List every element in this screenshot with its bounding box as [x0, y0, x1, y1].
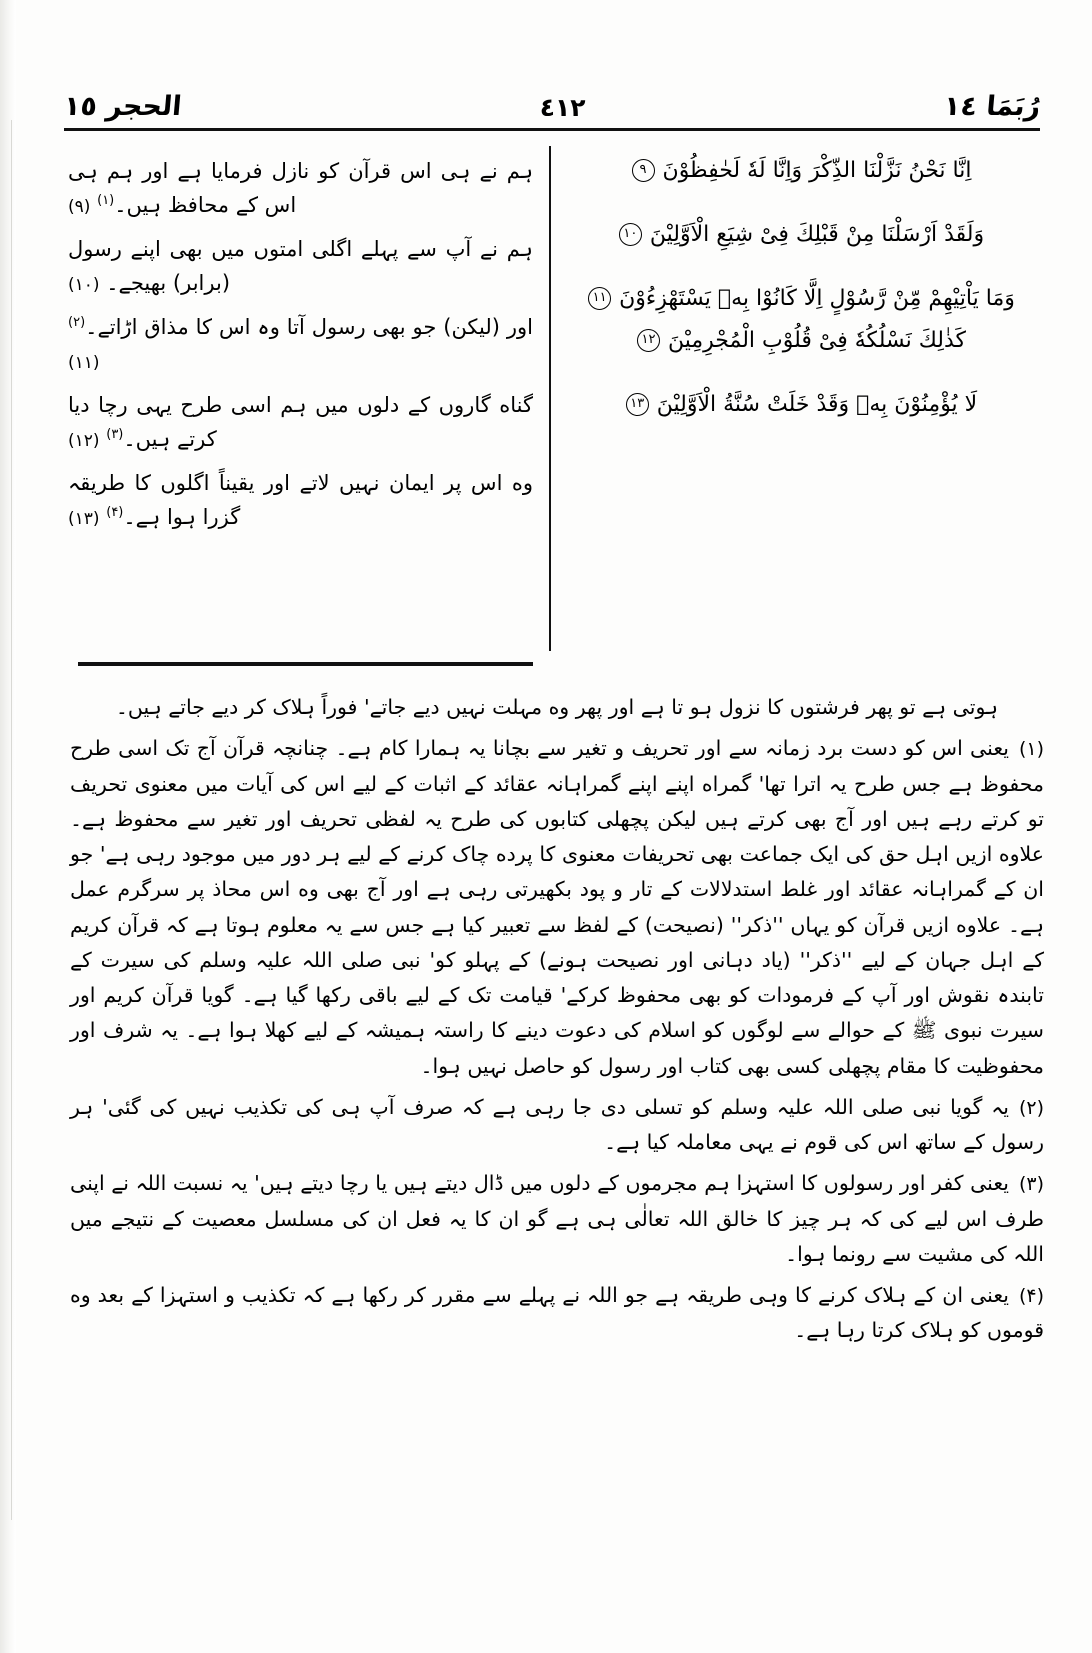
header-rule [64, 128, 1040, 131]
ayah-line [569, 324, 1026, 358]
footnote-ref: (۴) [106, 505, 124, 521]
ayah-line [569, 218, 1026, 252]
scripture-block [62, 140, 1040, 660]
translation-text: اور (لیکن) جو بھی رسول آتا وہ اس کا مذاق اڑاتے۔ [85, 315, 533, 340]
ayah-text: لَا یُؤْمِنُوْنَ بِهٖ وَقَدْ خَلَتْ سُنَّةُ الْاَوَّلِیْنَ [656, 392, 978, 418]
ayah-number-badge: ٩ [632, 159, 655, 182]
ayah-line [569, 282, 1026, 316]
footnote-text: یعنی اس کو دست برد زمانہ سے اور تحریف و تغیر سے بچانا یہ ہمارا کام ہے۔ چنانچہ قرآن آج تک اسی طرح محفوظ ہے جس طرح یہ اترا تھا' گمراه اپنے اپنے گمراہانہ عقائد کے اثبات کے لیے اس کی آیات میں معنوی تحریف تو کرتے رہے ہیں اور آج بھی کرتے ہیں لیکن پچھلی کتابوں کی طرح یہ لفظی تحریف اور تغیر سے محفوظ ہے۔ علاوه ازیں اہل حق کی ایک جماعت بھی تحریفات معنوی کا پرده چاک کرنے کے لیے ہر دور میں موجود رہی ہے' جو ان کے گمراہانہ عقائد اور غلط استدلالات کے تار و پود بکھیرتی رہی ہے اور آج بھی وه اس محاذ پر سرگرم عمل ہے۔ علاوه ازیں قرآن کو یہاں ''ذکر'' (نصیحت) کے لفظ سے تعبیر کیا ہے جس سے یہ معلوم ہوتا ہے کہ قرآن کریم کے اہل جہان کے لیے ''ذکر'' (یاد دہانی اور نصیحت ہونے) کے پہلو کو' نبی صلی اللہ علیہ وسلم کی سیرت کے تابندہ نقوش اور آپ کے فرمودات کو بھی محفوظ کرکے' قیامت تک کے لیے باقی رکھا گیا ہے۔ گویا قرآن کریم اور سیرت نبوی ﷺ کے حوالے سے لوگوں کو اسلام کی دعوت دینے کا راستہ ہمیشہ کے لیے کھلا ہوا ہے۔ یہ شرف اور محفوظیت کا مقام پچھلی کسی بھی کتاب اور رسول کو حاصل نہیں ہوا۔ [70, 736, 1044, 1078]
footnote-ref: (۳) [106, 427, 124, 443]
ayah-text: وَلَقَدْ اَرْسَلْنَا مِنْ قَبْلِكَ فِیْ شِیَعِ الْاَوَّلِیْنَ [649, 222, 985, 248]
page-number: ٤١٢ [539, 93, 586, 122]
ayah-line [569, 154, 1026, 188]
translation-line [68, 388, 533, 456]
ayah-number-badge: ١٠ [619, 223, 642, 246]
verse-number: (۱۲) [68, 431, 100, 452]
footnote-4 [70, 1278, 1044, 1349]
footnote-text: یعنی کفر اور رسولوں کا استہزا ہم مجرموں کے دلوں میں ڈال دیتے ہیں یا رچا دیتے ہیں' یہ نسبت اللہ نے اپنی طرف اس لیے کی کہ ہر چیز کا خالق اللہ تعالٰی ہی ہے گو ان کا یہ فعل ان کی مسلسل معصیت کے نتیجے میں اللہ کی مشیت سے رونما ہوا۔ [70, 1171, 1044, 1266]
verse-number: (۹) [68, 197, 91, 218]
footnote-text: یعنی ان کے ہلاک کرنے کا وہی طریقہ ہے جو اللہ نے پہلے سے مقرر کر رکھا ہے کہ تکذیب و استہزا کے بعد وه قوموں کو ہلاک کرتا رہا ہے۔ [70, 1283, 1044, 1343]
translation-text: ہم نے ہی اس قرآن کو نازل فرمایا ہے اور ہم ہی اس کے محافظ ہیں۔ [68, 159, 533, 218]
footnote-2 [70, 1090, 1044, 1161]
translation-text: گناه گاروں کے دلوں میں ہم اسی طرح یہی رچا دیا کرتے ہیں۔ [68, 393, 533, 452]
footnote-marker: (۳) [1018, 1173, 1044, 1196]
ayah-line [569, 388, 1026, 422]
surah-label: الحجر ١٥ [62, 91, 183, 122]
urdu-translation-column [62, 140, 551, 660]
footnote-marker: (۱) [1018, 738, 1044, 761]
verse-number: (۱۱) [68, 353, 100, 374]
verse-number: (۱۰) [68, 275, 100, 296]
translation-text: ہم نے آپ سے پہلے اگلی امتوں میں بھی اپنے رسول (برابر) بھیجے۔ [68, 237, 533, 296]
ayah-number-badge: ١٣ [626, 393, 649, 416]
arabic-column [551, 140, 1040, 660]
footnote-ref: (۱) [97, 193, 115, 209]
commentary-rule [78, 662, 533, 666]
carryover-paragraph: ہوتی ہے تو پھر فرشتوں کا نزول ہو تا ہے اور پھر وه مہلت نہیں دیے جاتے' فوراً ہلاک کر دیے جاتے ہیں۔ [115, 695, 999, 719]
ayah-text: اِنَّا نَحْنُ نَزَّلْنَا الذِّكْرَ وَاِنَّا لَهٗ لَحٰفِظُوْنَ [662, 158, 972, 183]
footnote-text: یہ گویا نبی صلی اللہ علیہ وسلم کو تسلی دی جا رہی ہے کہ صرف آپ ہی کی تکذیب نہیں کی گئی' ہر رسول کے ساتھ اس کی قوم نے یہی معاملہ کیا ہے۔ [70, 1094, 1044, 1154]
para-label: رُبَمَا ١٤ [942, 91, 1042, 122]
translation-line [68, 310, 533, 378]
commentary-section [70, 690, 1044, 1351]
footnote-1 [70, 731, 1044, 1084]
ayah-text: كَذٰلِكَ نَسْلُكُهٗ فِیْ قُلُوْبِ الْمُجْرِمِیْنَ [668, 328, 966, 354]
ayah-text: وَمَا یَاْتِیْهِمْ مِّنْ رَّسُوْلٍ اِلَّا كَانُوْا بِهٖ یَسْتَهْزِءُوْنَ [619, 286, 1015, 312]
footnote-marker: (۲) [1018, 1096, 1044, 1119]
translation-line [68, 154, 533, 222]
scan-gutter-line [11, 120, 12, 1520]
translation-line [68, 466, 533, 534]
ayah-number-badge: ١١ [588, 287, 611, 310]
translation-text: وه اس پر ایمان نہیں لاتے اور یقیناً اگلوں کا طریقہ گزرا ہوا ہے۔ [68, 471, 533, 530]
footnote-marker: (۴) [1018, 1285, 1044, 1307]
scan-edge-shadow [0, 0, 16, 1653]
footnote-ref: (۲) [68, 315, 86, 331]
translation-line [68, 232, 533, 300]
running-head [64, 74, 1040, 120]
verse-number: (۱۳) [68, 509, 100, 530]
footnote-3 [70, 1166, 1044, 1272]
ayah-number-badge: ١٢ [637, 329, 660, 352]
